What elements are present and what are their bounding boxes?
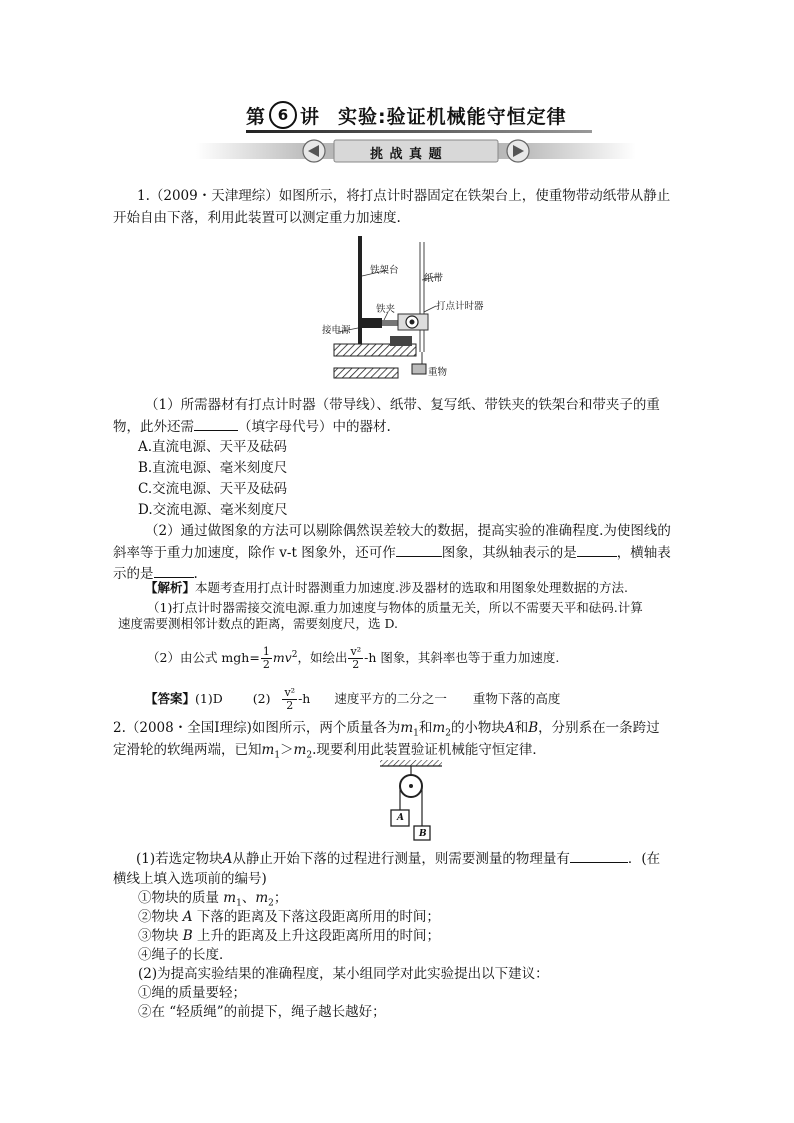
fraction-numerator: v² [350,645,362,659]
fraction-denominator: 2 [286,699,294,712]
analysis-tag: 【解析】 [145,580,196,595]
answer-blank-4[interactable] [154,563,194,578]
fraction-v2-over-2 [348,646,363,671]
title-underline [246,130,592,133]
q2-stem-mid: 和 [418,720,433,736]
q1-part1-line2-b: （填字母代号）中的器材. [238,419,391,435]
answer-blank-5[interactable] [570,848,628,863]
item-4: ④绳子的长度． [138,947,233,963]
answer-line [145,686,560,712]
fig-block-b-label: B [419,829,427,839]
symbol-m1: m [223,890,237,906]
item-3 [138,926,440,946]
symbol-m1-sub: 1 [413,728,419,739]
item-1-sep: 、 [241,890,256,906]
pulley-figure [376,760,446,844]
q1-part2-line3-a: 示的是 [113,566,154,582]
expr-mv: mv [272,650,292,666]
symbol-m1: m [261,742,275,758]
fig-label-weight: 重物 [428,367,448,378]
symbol-m2: m [293,742,307,758]
answer-blank-2[interactable] [396,542,442,557]
q2-stem-1a: 2.（2008・全国Ⅰ理综)如图所示，两个质量各为 [113,720,401,736]
symbol-b: B [182,928,193,944]
item-2-tail: 下落的距离及下落这段距离所用的时间； [196,909,440,925]
q1-part1-line1: （1）所需器材有打点计时器（带导线）、纸带、复写纸、带铁夹的铁架台和带夹子的重 [145,397,660,413]
symbol-greater: ＞ [280,742,294,758]
answer-part-2: (2) [252,691,271,706]
analysis-line1 [145,578,628,598]
option-c: C.交流电源、天平及砝码 [138,481,288,497]
answer-blank-1[interactable] [194,416,238,431]
symbol-m2: m [432,720,446,736]
q2-part1-1a: (1)若选定物块 [136,851,223,867]
option-b: B.直流电源、毫米刻度尺 [138,460,288,476]
q1-part2-line2-b: 图象，其纵轴表示的是 [441,545,577,561]
analysis-line4-b: ，如绘出 [297,650,348,666]
q1-stem-line2: 开始自由下落，利用此装置可以测定重力加速度. [113,210,401,226]
q2-part1-1b: 从静止开始下落的过程进行测量，则需要测量的物理量有 [232,851,570,867]
q1-part2-line2-c: ，横轴表 [616,545,671,561]
page-title: 实验:验证机械能守恒定律 [338,105,567,128]
q2-part2-line1: (2)为提高实验结果的准确程度，某小组同学对此实验提出以下建议： [138,966,549,982]
answer-tag: 【答案】 [145,691,196,706]
symbol-m2-sub: 2 [268,898,274,909]
item-2 [138,907,440,927]
lecture-suffix: 讲 [300,105,321,128]
symbol-a: A [222,851,233,867]
suggestion-1: ①绳的质量要轻； [138,985,246,1001]
option-d: D.交流电源、毫米刻度尺 [138,502,288,518]
q2-stem-2b: .现要利用此装置验证机械能守恒定律． [312,742,546,758]
analysis-line2: （1)打点计时器需接交流电源.重力加速度与物体的质量无关，所以不需要天平和砝码.计算 [147,600,643,615]
q2-part1-line1 [136,848,660,869]
q1-part2-line3-b: . [193,566,198,582]
symbol-m2-sub: 2 [306,750,313,761]
q2-and: 和 [514,720,529,736]
fraction-denominator: 2 [352,658,360,672]
q2-stem-1c: ，分别系在一条跨过 [538,720,660,736]
fraction-one-half [261,646,272,671]
analysis-line4 [147,642,559,671]
q2-part1-line2: 横线上填入选项前的编号) [113,871,267,887]
answer-blank-3[interactable] [577,542,617,557]
fig-label-timer: 打点计时器 [436,301,484,312]
item-3-tail: 上升的距离及上升这段距离所用的时间； [197,928,441,944]
symbol-m2: m [255,890,269,906]
analysis-line4-a: （2）由公式 mgh= [147,650,260,666]
answer-part-2b: -h [298,691,311,706]
fig-label-stand: 铁架台 [370,265,399,276]
q2-part1-1c: ．(在 [627,851,661,867]
fig-label-power: 接电源 [322,325,351,336]
q2-stem-1b: 的小物块 [450,720,505,736]
q2-stem-line2 [113,740,546,766]
q1-part1-line2 [113,416,391,437]
analysis-text-1: 本题考查用打点计时器测重力加速度.涉及器材的选取和用图象处理数据的方法. [195,580,628,595]
symbol-m1-sub: 1 [274,750,281,761]
analysis-line3: 速度需要测相邻计数点的距离，需要刻度尺，选 D. [118,616,399,631]
lecture-number-circle: 6 [269,101,297,129]
analysis-line4-c: -h 图象，其斜率也等于重力加速度. [364,650,560,666]
fig-label-tape: 纸带 [424,273,444,284]
answer-part-3: 速度平方的二分之一 [334,691,447,706]
symbol-m1-sub: 1 [236,898,242,909]
fig-label-clamp: 铁夹 [376,304,396,315]
lecture-title [246,98,567,132]
q1-stem-line1: 1.（2009・天津理综）如图所示，将打点计时器固定在铁架台上，使重物带动纸带从静止 [137,188,671,204]
expr-square: 2 [291,650,298,660]
answer-fraction [282,687,297,712]
q2-stem-2a: 定滑轮的软绳两端，已知 [113,742,262,758]
symbol-m2-sub: 2 [445,728,451,739]
answer-part-1: (1)D [195,691,223,706]
item-1-end: ； [273,890,288,906]
option-a: A.直流电源、天平及砝码 [138,439,288,455]
answer-part-4: 重物下落的高度 [472,691,561,706]
lecture-prefix: 第 [246,105,267,128]
symbol-m1: m [400,720,414,736]
fraction-numerator: v² [284,686,296,699]
item-3-text: ③物块 [138,928,179,944]
item-2-text: ②物块 [138,909,179,925]
item-1-text: ①物块的质量 [138,890,219,906]
symbol-b: B [528,720,539,736]
q1-part1-line2-a: 物，此外还需 [113,419,194,435]
fraction-denominator: 2 [262,658,270,672]
fraction-numerator: 1 [262,645,270,659]
banner-label: 挑 战 真 题 [370,147,443,162]
suggestion-2: ②在 “轻质绳”的前提下，绳子越长越好； [138,1004,386,1020]
q1-part2-line1: （2）通过做图象的方法可以剔除偶然误差较大的数据，提高实验的准确程度.为使图线的 [145,523,671,539]
q1-part2-line2-a: 斜率等于重力加速度，除作 v-t 图象外，还可作 [113,545,396,561]
fig-block-a-label: A [397,813,404,823]
q1-part2-line2 [113,542,671,563]
symbol-a: A [182,909,193,925]
symbol-a: A [504,720,515,736]
